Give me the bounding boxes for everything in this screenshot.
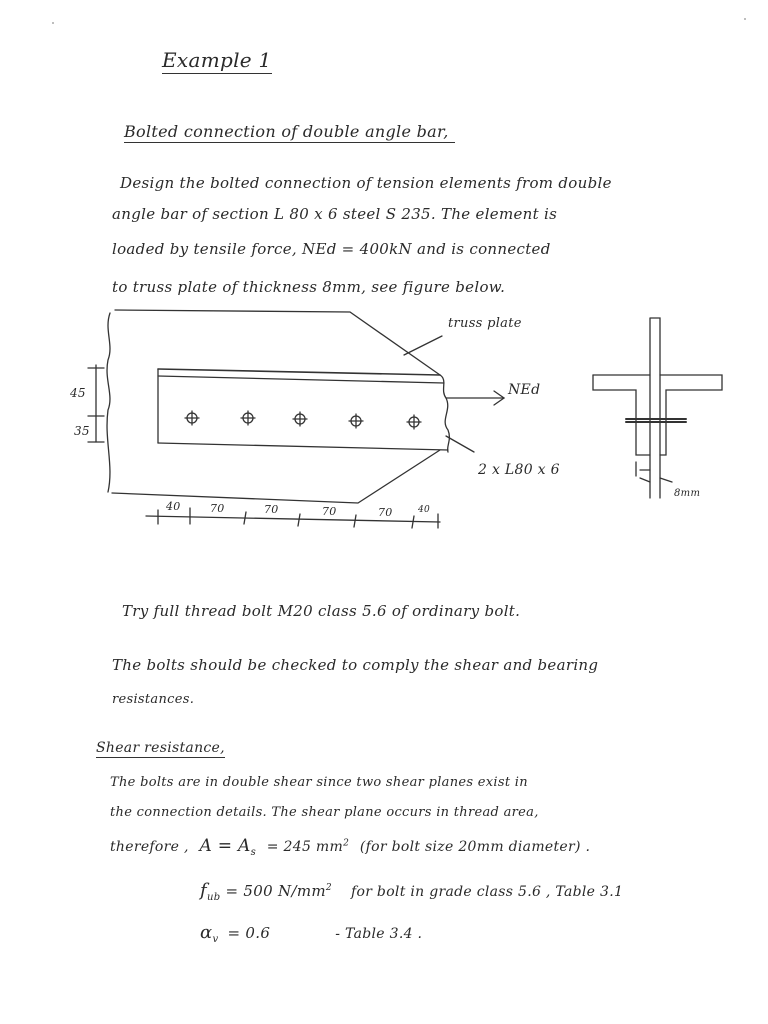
area-equation: [110, 836, 590, 858]
dim-70-1: 70: [210, 502, 225, 515]
alpha-equation: [200, 922, 422, 945]
truss-plate-leader: [404, 336, 442, 355]
cross-section-view: [593, 318, 722, 498]
dim-70-2: 70: [264, 503, 279, 516]
plate-thickness-label: 8mm: [674, 488, 701, 499]
dim-45: 45: [70, 386, 86, 400]
trial-line-3: resistances.: [112, 692, 195, 707]
truss-plate-top-edge: [115, 310, 440, 375]
shear-line-1: The bolts are in double shear since two shear planes exist in: [110, 775, 528, 790]
dim-40-right: 40: [418, 505, 431, 515]
fub-subscript: ub: [206, 892, 221, 903]
truss-plate-label: truss plate: [448, 316, 522, 331]
fub-note: for bolt in grade class 5.6 , Table 3.1: [350, 884, 624, 900]
trial-line-1: Try full thread bolt M20 class 5.6 of ordinary bolt.: [122, 602, 521, 620]
area-prefix: therefore ,: [110, 839, 189, 855]
fub-equation: [200, 880, 623, 903]
shear-heading: Shear resistance,: [96, 740, 225, 756]
alpha-subscript: v: [212, 934, 219, 945]
area-subscript: s: [250, 846, 257, 858]
trial-line-2: The bolts should be checked to comply the shear and bearing: [112, 656, 599, 674]
force-label: NEd: [508, 382, 541, 398]
problem-line-4: to truss plate of thickness 8mm, see figure below.: [112, 278, 506, 296]
section-label: 2 x L80 x 6: [478, 462, 560, 478]
fub-label: f: [200, 880, 207, 901]
dim-70-3: 70: [322, 505, 337, 518]
dim-70-4: 70: [378, 506, 393, 519]
alpha-value: = 0.6: [227, 924, 271, 942]
problem-line-2: angle bar of section L 80 x 6 steel S 235. The element is: [112, 205, 558, 223]
break-line-right: [440, 375, 449, 452]
area-value: = 245 mm: [266, 839, 344, 855]
shear-line-2: the connection details. The shear plane occurs in thread area,: [110, 805, 539, 820]
problem-line-3: loaded by tensile force, NEd = 400kN and is connected: [112, 240, 551, 258]
fub-superscript: 2: [325, 883, 332, 893]
truss-plate-bottom-edge: [112, 450, 440, 503]
page-title: Example 1: [162, 48, 272, 72]
area-superscript: 2: [343, 838, 350, 849]
break-line-left: [107, 313, 110, 492]
bolt-holes: [185, 411, 421, 429]
alpha-note: - Table 3.4 .: [335, 926, 423, 942]
section-heading: Bolted connection of double angle bar,: [124, 122, 455, 143]
area-note: (for bolt size 20mm diameter) .: [359, 839, 591, 855]
dim-35: 35: [74, 424, 90, 438]
area-symbol: A = A: [199, 836, 251, 856]
problem-line-1: Design the bolted connection of tension elements from double: [120, 174, 612, 192]
fub-value: = 500 N/mm: [225, 882, 326, 900]
dim-40-left: 40: [166, 500, 181, 513]
alpha-label: α: [200, 922, 213, 943]
section-leader: [446, 436, 474, 452]
